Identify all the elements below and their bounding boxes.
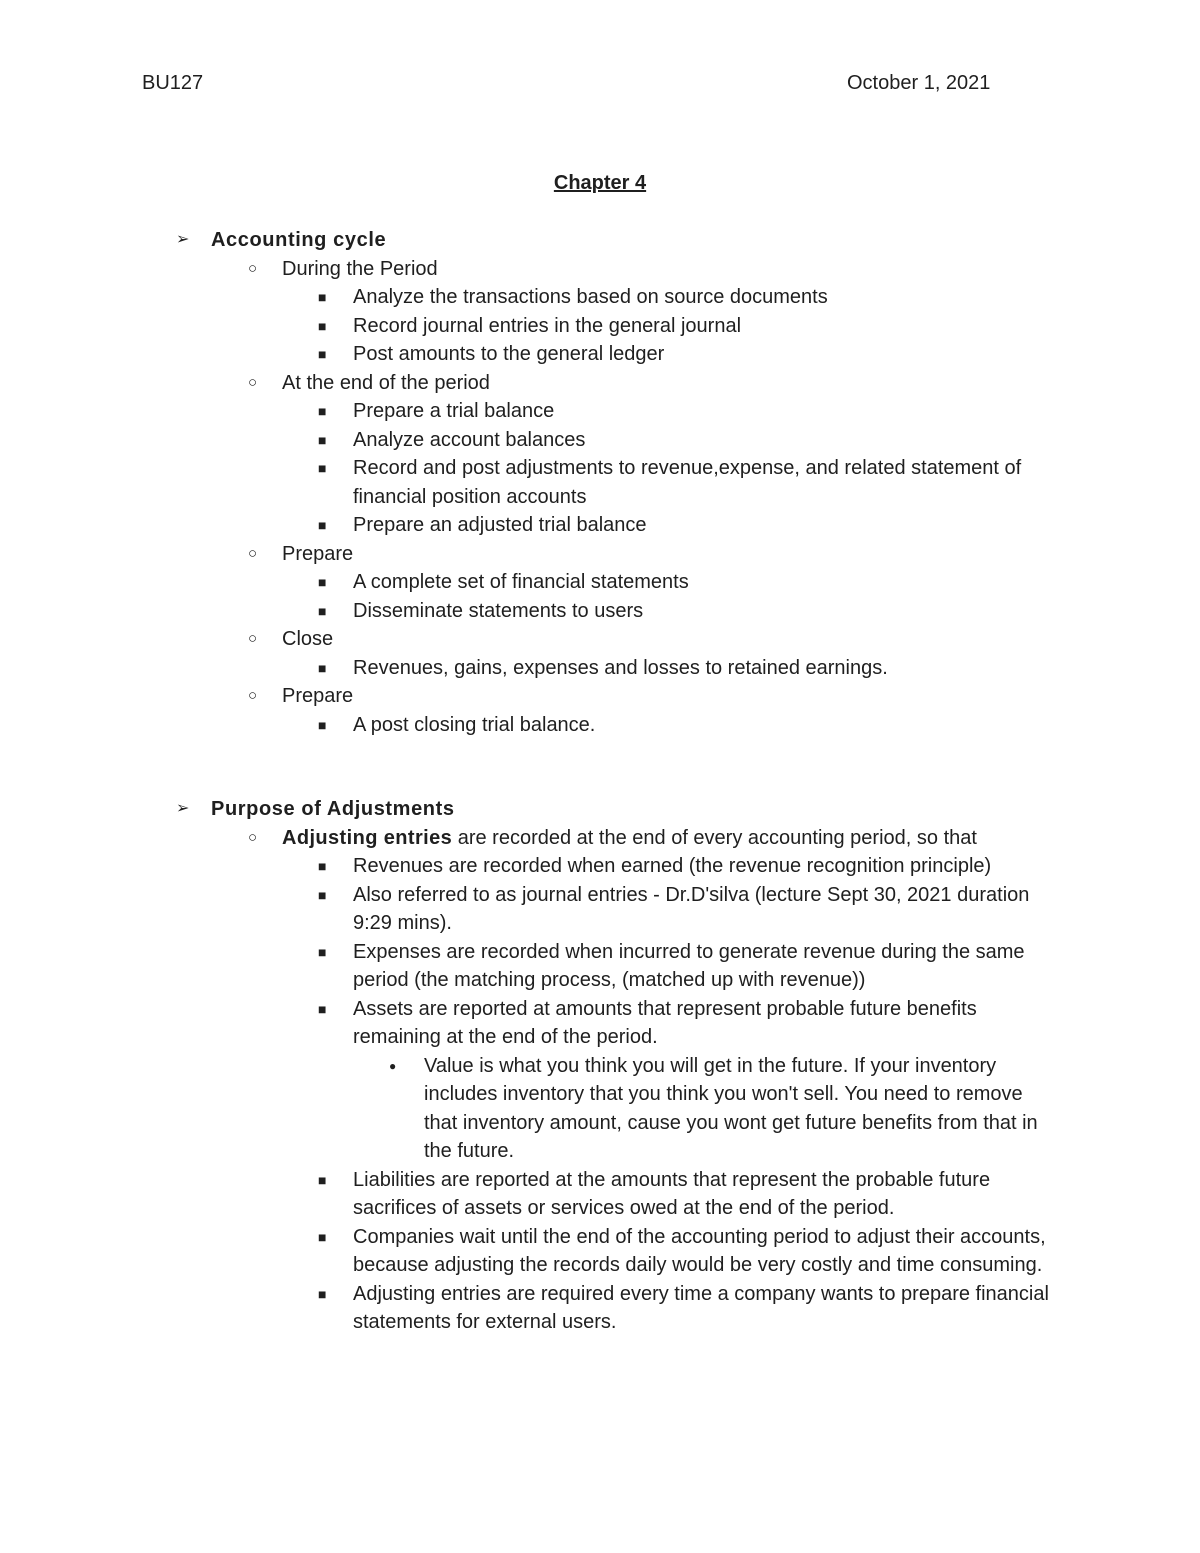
list-item [0, 397, 1053, 426]
arrow-bullet-icon: ➢ [176, 800, 190, 817]
list-item [0, 881, 1053, 938]
list-item [0, 369, 1200, 398]
list-item [0, 255, 1200, 284]
list-item [0, 852, 1053, 881]
list-item-text: Adjusting entries are required every time a company wants to prepare financial statements for external users. [353, 1282, 1049, 1333]
square-bullet-icon: ■ [318, 431, 327, 448]
hollow-circle-icon: ○ [248, 630, 258, 647]
list-item [0, 1052, 1054, 1166]
list-item-text: Post amounts to the general ledger [353, 343, 665, 365]
square-bullet-icon: ■ [318, 716, 327, 733]
section-heading: Purpose of Adjustments [211, 798, 455, 820]
list-item-text: Revenues are recorded when earned (the revenue recognition principle) [353, 855, 992, 877]
list-item-text: Prepare a trial balance [353, 400, 555, 422]
list-item [0, 597, 1053, 626]
list-item [0, 511, 1053, 540]
list-item [0, 795, 1200, 824]
list-item [0, 1280, 1053, 1337]
hollow-circle-icon: ○ [248, 828, 258, 846]
list-item [0, 995, 1053, 1052]
list-item-text: During the Period [282, 257, 438, 280]
square-bullet-icon: ■ [318, 1171, 327, 1188]
list-item-text: Prepare [282, 685, 354, 707]
square-bullet-icon: ■ [318, 403, 327, 419]
list-item-text: Revenues, gains, expenses and losses to retained earnings. [353, 656, 888, 679]
section-heading: Accounting cycle [211, 229, 387, 251]
section-purpose-of-adjustments [0, 795, 1200, 1337]
square-bullet-icon: ■ [318, 517, 327, 533]
square-bullet-icon: ■ [318, 1228, 327, 1245]
document-date: October 1, 2021 [847, 72, 991, 94]
list-item [0, 426, 1053, 455]
list-item-text: Disseminate statements to users [353, 599, 644, 622]
list-item-text: Companies wait until the end of the accounting period to adjust their accounts, because adjusting the records daily would be very costly and time consuming. [353, 1225, 1046, 1276]
list-item-text: Also referred to as journal entries - Dr.D'silva (lecture Sept 30, 2021 duration 9:29 mins). [353, 883, 1030, 934]
list-item-text: Close [282, 628, 334, 650]
list-item [0, 938, 1053, 995]
square-bullet-icon: ■ [318, 346, 327, 362]
list-item-text: are recorded at the end of every accounting period, so that [452, 826, 977, 849]
list-item [0, 540, 1200, 569]
list-item [0, 625, 1200, 654]
square-bullet-icon: ■ [318, 943, 327, 960]
list-item [0, 226, 1200, 255]
list-item [0, 283, 1053, 312]
square-bullet-icon: ■ [318, 317, 327, 334]
hollow-circle-icon: ○ [248, 373, 258, 391]
page-title: Chapter 4 [553, 172, 647, 194]
square-bullet-icon: ■ [318, 858, 327, 874]
list-item-text: Record journal entries in the general journal [353, 314, 742, 337]
list-item-text: Record and post adjustments to revenue,expense, and related statement of financial position accounts [353, 457, 1022, 508]
list-item-text: A post closing trial balance. [353, 713, 596, 736]
square-bullet-icon: ■ [318, 1285, 327, 1302]
list-item-text: Analyze the transactions based on source documents [353, 286, 828, 308]
bold-term: Adjusting entries [282, 826, 453, 849]
list-item [0, 1166, 1053, 1223]
section-accounting-cycle [0, 226, 1200, 739]
square-bullet-icon: ■ [318, 886, 327, 903]
list-item-text: Assets are reported at amounts that represent probable future benefits remaining at the end of the period. [353, 997, 977, 1048]
list-item [0, 568, 1053, 597]
list-item-text: Liabilities are reported at the amounts that represent the probable future sacrifices of assets or services owed at the end of the period. [353, 1168, 991, 1219]
square-bullet-icon: ■ [318, 574, 327, 590]
list-item-text: Prepare an adjusted trial balance [353, 514, 647, 536]
list-item [0, 454, 1053, 511]
list-item [0, 312, 1053, 341]
list-item [0, 1223, 1053, 1280]
list-item [0, 824, 1200, 853]
list-item [0, 654, 1053, 683]
list-item [0, 682, 1200, 711]
list-item-text: Expenses are recorded when incurred to generate revenue during the same period (the matching process, (matched up with revenue)) [353, 940, 1025, 991]
list-item-text: Value is what you think you will get in the future. If your inventory includes inventory that you think you won't sell. You need to remove that inventory amount, cause you wont get future benefits from that in the future. [424, 1054, 1038, 1162]
list-item [0, 711, 1053, 740]
dot-bullet-icon: ● [389, 1058, 397, 1073]
hollow-circle-icon: ○ [248, 544, 258, 562]
hollow-circle-icon: ○ [248, 687, 258, 704]
square-bullet-icon: ■ [318, 289, 327, 305]
square-bullet-icon: ■ [318, 602, 327, 619]
list-item-text: Prepare [282, 542, 354, 565]
course-code: BU127 [142, 72, 204, 94]
hollow-circle-icon: ○ [248, 259, 258, 277]
square-bullet-icon: ■ [318, 460, 327, 476]
list-item [0, 340, 1053, 369]
arrow-bullet-icon: ➢ [176, 231, 190, 248]
list-item-text: At the end of the period [282, 371, 490, 394]
square-bullet-icon: ■ [318, 1000, 327, 1017]
square-bullet-icon: ■ [318, 659, 327, 676]
list-item-text: Analyze account balances [353, 428, 586, 451]
list-item-text: A complete set of financial statements [353, 571, 689, 593]
